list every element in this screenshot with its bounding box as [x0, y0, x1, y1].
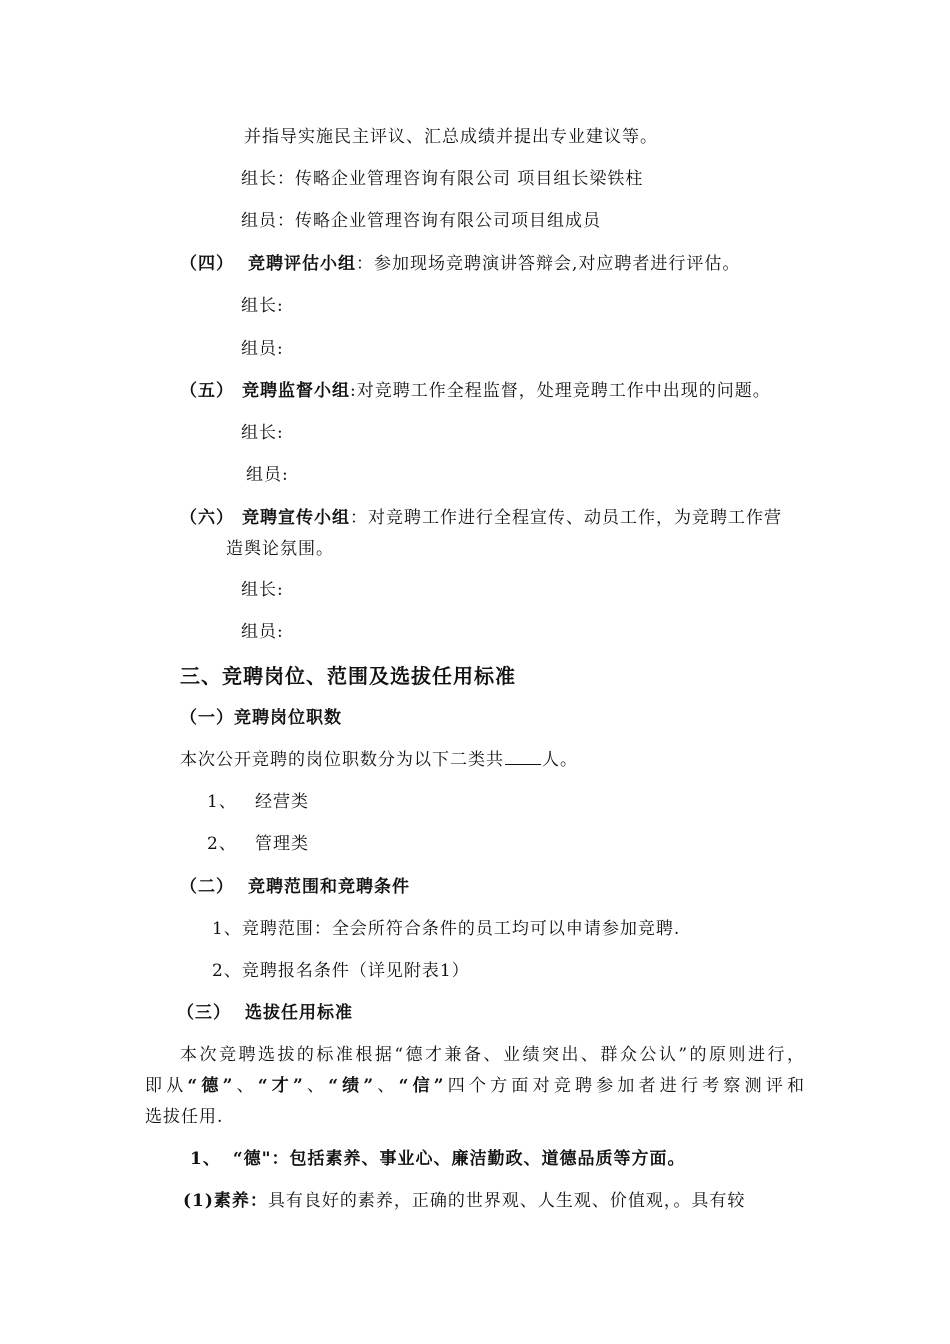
text-line-consult-leader — [241, 167, 643, 191]
section-5-leader — [241, 421, 284, 445]
text: 组员: — [241, 339, 284, 359]
text: “才” — [257, 1076, 304, 1096]
subsection-number: （二） — [180, 877, 234, 897]
text: 1、竞聘范围：全会所符合条件的员工均可以申请参加竞聘. — [212, 919, 681, 939]
text: 四个方面对竞聘参加者进行考察测评和 — [444, 1076, 806, 1096]
text: “德"：包括素养、事业心、廉洁勤政、道德品质等方面。 — [232, 1149, 686, 1169]
subsection-title: 选拔任用标准 — [245, 1003, 353, 1023]
text: 组长：传略企业管理咨询有限公司 项目组长梁铁柱 — [241, 169, 644, 189]
section-4-heading — [180, 252, 740, 276]
chapter-title: 三、竞聘岗位、范围及选拔任用标准 — [180, 664, 516, 688]
item-label: (1)素养： — [183, 1191, 268, 1211]
section-4-member — [241, 337, 284, 361]
text: 组长: — [241, 296, 284, 316]
subsection-title: （一）竞聘岗位职数 — [180, 708, 342, 728]
text: 人。 — [542, 750, 578, 770]
text: 组员: — [241, 622, 284, 642]
text: 本次公开竞聘的岗位职数分为以下二类共 — [180, 750, 504, 770]
text: 组员：传略企业管理咨询有限公司项目组成员 — [241, 211, 601, 231]
section-title: 竞聘宣传小组 — [242, 508, 350, 528]
list-text: 管理类 — [255, 834, 309, 854]
text: 具有良好的素养，正确的世界观、人生观、价值观，。具有较 — [267, 1191, 746, 1211]
section-5-heading — [180, 379, 771, 403]
text: 组长: — [241, 423, 284, 443]
text: 并指导实施民主评议、汇总成绩并提出专业建议等。 — [244, 127, 658, 147]
section-title: 竞聘监督小组 — [242, 381, 350, 401]
de-heading — [190, 1147, 685, 1171]
list-number: 1、 — [190, 1149, 221, 1169]
section-desc: ：参加现场竞聘演讲答辩会,对应聘者进行评估。 — [356, 254, 741, 274]
section-desc: ：对竞聘工作进行全程宣传、动员工作，为竞聘工作营 — [350, 508, 782, 528]
list-item-2 — [207, 832, 309, 856]
text: 本次竞聘选拔的标准根据“德才兼备、业绩突出、群众公认”的原则进行， — [180, 1045, 805, 1065]
text: 、 — [233, 1076, 258, 1096]
de-item-1 — [183, 1189, 745, 1213]
text: “德” — [187, 1076, 234, 1096]
section-6-heading — [180, 506, 782, 530]
sub-1-heading — [180, 706, 342, 730]
sub-2-item-1 — [212, 917, 680, 941]
section-5-member — [246, 463, 289, 487]
text: “信” — [398, 1076, 445, 1096]
list-item-1 — [207, 790, 309, 814]
text: 造舆论氛围。 — [226, 539, 334, 559]
text: 组员: — [246, 465, 289, 485]
sub-2-heading — [180, 875, 410, 899]
subsection-number: （三） — [177, 1003, 231, 1023]
list-number: 1、 — [207, 792, 237, 812]
sub-1-body — [180, 748, 578, 772]
text: 、 — [303, 1076, 329, 1096]
section-6-member — [241, 620, 284, 644]
text-line-guidance — [244, 125, 658, 149]
text-line-consult-member — [241, 209, 601, 233]
text: 即从 — [145, 1076, 188, 1096]
sub-3-para-line-1 — [145, 1043, 805, 1067]
chapter-3-heading — [180, 662, 516, 690]
text: 选拔任用. — [145, 1107, 224, 1127]
sub-2-item-2 — [212, 959, 470, 983]
sub-3-para-line-3 — [145, 1105, 223, 1129]
section-6-leader — [241, 578, 284, 602]
list-text: 经营类 — [255, 792, 309, 812]
list-number: 2、 — [207, 834, 237, 854]
section-number: （五） — [180, 381, 234, 401]
text: 组长: — [241, 580, 284, 600]
section-6-desc-cont — [226, 537, 334, 561]
sub-3-heading — [177, 1001, 353, 1025]
subsection-title: 竞聘范围和竞聘条件 — [248, 877, 410, 897]
section-number: （六） — [180, 508, 234, 528]
section-4-leader — [241, 294, 284, 318]
fill-in-blank — [505, 748, 541, 765]
text: 2、竞聘报名条件（详见附表1） — [212, 961, 470, 981]
text: 、 — [374, 1076, 399, 1096]
section-title: 竞聘评估小组 — [248, 254, 356, 274]
sub-3-para-line-2 — [145, 1074, 805, 1098]
text: “绩” — [328, 1076, 375, 1096]
section-number: （四） — [180, 254, 234, 274]
section-desc: :对竞聘工作全程监督，处理竞聘工作中出现的问题。 — [350, 381, 771, 401]
